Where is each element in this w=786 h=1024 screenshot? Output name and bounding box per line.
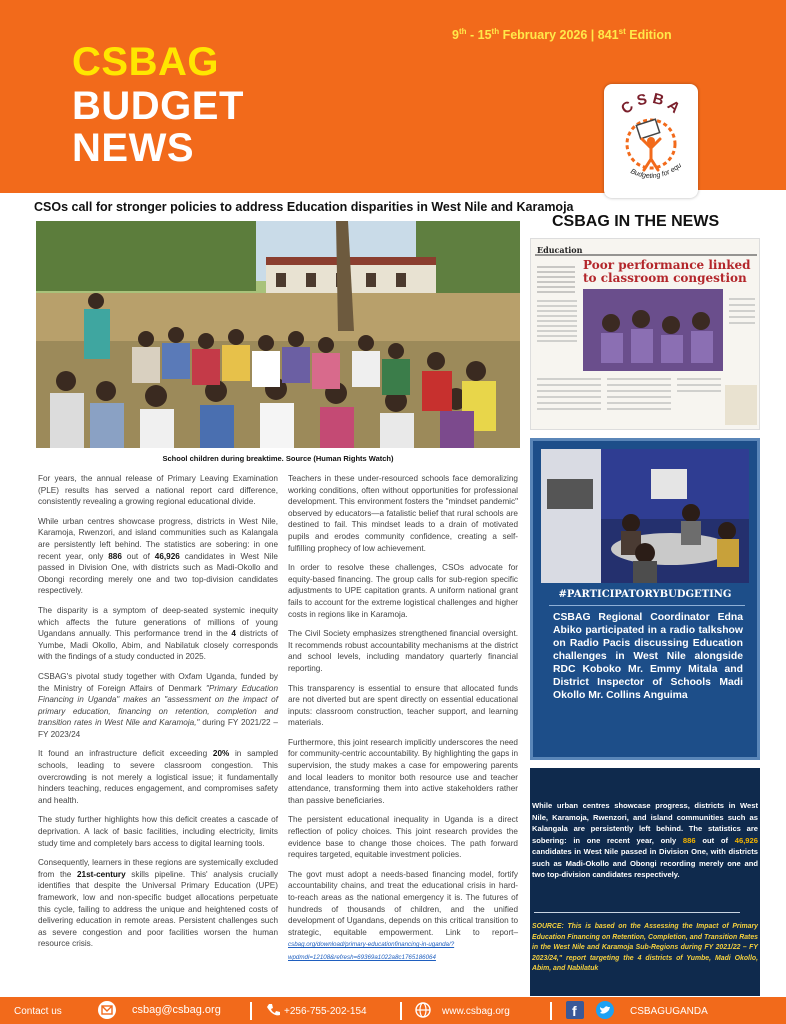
paragraph: Consequently, learners in these regions are systemically excluded from the 21st-century skills pipeline. This' analysis crucially identifies that despite the Universal Primary Education (UPE) framework, low and non-specific budget allocations perpetuate this cycle, failing to address the unique and heightened costs of delivering education in remote areas. Persistent challenges such as severe congestion and poor facilities worsen the human resource crisis.	[38, 858, 278, 949]
summary-box	[530, 768, 760, 996]
summary-text: While urban centres showcase progress, districts in West Nile, Karamoja, Rwenzori, and island communities such as Kalangala are persistently left behind. The statistics are sobering: in one recent year, only 886 out of 46,926 candidates in West Nile passed in Division One, with districts such as Madi-Okollo and Obongi recording merely one and two top-division candidates respectively.	[532, 801, 758, 879]
schoolchildren-photo	[36, 221, 520, 448]
title-budget: BUDGET	[72, 84, 244, 128]
title-csbag: CSBAG	[72, 40, 219, 84]
radio-talkshow-box	[530, 438, 760, 760]
paragraph: For years, the annual release of Primary Leaving Examination (PLE) results has served a national report card difference, consistently revealing a growing regional educational divide.	[38, 474, 278, 507]
email-icon	[98, 1001, 116, 1019]
csbag-logo	[604, 84, 698, 198]
facebook-icon[interactable]	[566, 1001, 584, 1019]
header-divider	[0, 190, 606, 193]
paragraph: The govt must adopt a needs-based financing model, fortify accountability chains, and treat the educational crisis in hard-to-reach areas as the national emergency it is. The futures of hundreds of thousands of children, and the unified development of Ugandans, depends on this critical transition to strategic, equitable empowerment. Link to report– csbag.org/download/primary-educationfinancing-in-uganda/?wpdmdl=12108&refresh=69369a1022a8c1765186064	[288, 869, 518, 961]
radio-talkshow-text: CSBAG Regional Coordinator Edna Abiko participated in a radio talkshow on Radio Pacis discussing Education challenges in West Nile alongside RDC Koboko Mr. Emmy Mitala and District Inspector of Schools Madi Okollo Mr. Collins Anguima	[553, 612, 743, 701]
edition-date: 9th - 15th February 2026 | 841st Edition	[452, 27, 672, 43]
report-link[interactable]: csbag.org/download/primary-educationfinancing-in-uganda/?wpdmdl=12108&refresh=69369a1022a8c1765186064	[288, 941, 455, 961]
twitter-icon[interactable]	[596, 1001, 614, 1019]
photo-caption: School children during breaktime. Source (Human Rights Watch)	[162, 454, 394, 463]
paragraph: Furthermore, this joint research implicitly underscores the need for community-centric accountability. By highlighting the gaps in supervision, the study makes a case for empowering parents and local leaders to monitor both resource use and teacher attendance, transforming them into active stakeholders rather than passive beneficiaries.	[288, 737, 518, 805]
paragraph: The disparity is a symptom of deep-seated systemic inequity which affects the future generations of millions of young Ugandans annually. This performance trend in the 4 districts of Yumbe, Madi Okollo, Abim, and Nabilatuk closely corresponds with the findings of a study conducted in 2025.	[38, 605, 278, 662]
website-link[interactable]: www.csbag.org	[442, 1006, 510, 1017]
source-note: SOURCE: This is based on the Assessing the Impact of Primary Education Financing on Retention, Completion, and Transition Rates in the West Nile and Karamoja Sub-Regions during FY 2021/22 – FY 2023/24," report targeting the 4 districts of Yumbe, Madi Okollo, Abim, and Nabilatuk	[532, 923, 758, 972]
newspaper-clipping	[530, 238, 760, 430]
globe-icon	[414, 1001, 432, 1019]
paragraph: It found an infrastructure deficit exceeding 20% in sampled schools, leading to severe classroom congestion. This overcrowding is not merely a logistical issue; it fundamentally hinders teaching, reduces engagement, and compromises safety and health.	[38, 749, 279, 805]
divider	[400, 1002, 402, 1020]
svg-text:f: f	[572, 1003, 577, 1019]
radio-studio-photo	[541, 449, 749, 583]
email-link[interactable]: csbag@csbag.org	[132, 1004, 221, 1016]
in-the-news-heading: CSBAG IN THE NEWS	[552, 213, 720, 230]
article-column-2	[288, 473, 518, 972]
footer	[0, 997, 786, 1024]
social-handle[interactable]: CSBAGUGANDA	[630, 1006, 708, 1017]
divider	[550, 1002, 552, 1020]
contact-label: Contact us	[14, 1006, 62, 1017]
paragraph: Teachers in these under-resourced schools face demoralizing working conditions, often without opportunities for professional development. This environment fosters the "mindset pandemic" observed by educators—a fatalistic belief that rural schools are destined to fail. This mindset leads to a drain of motivated pupils and erodes community confidence, creating a self-fulfilling prophecy of low achievement.	[288, 474, 518, 553]
paragraph: While urban centres showcase progress, districts in West Nile, Karamoja, Rwenzori, and island communities such as Kalangala are persistently left behind. The statistics are sobering: in one recent year, only 886 out of 46,926 candidates in West Nile passed in Division One, with districts such as Madi-Okollo and Obongi recording merely one and two top-division candidates respectively.	[38, 516, 278, 596]
divider	[250, 1002, 252, 1020]
paragraph: The Civil Society emphasizes strengthened financial oversight. It recommends robust accountability mechanisms at the district and school levels, including mandatory quarterly financial reporting.	[288, 629, 518, 673]
paragraph: The study further highlights how this deficit creates a cascade of deprivation. A lack of basic facilities, including electricity, limits study time and completely bars access to digital learning tools.	[38, 815, 278, 848]
clipping-headline: Poor performance linked to classroom congestion	[583, 258, 751, 285]
phone-icon	[264, 1001, 282, 1019]
paragraph: CSBAG's pivotal study together with Oxfam Uganda, funded by the Ministry of Foreign Affairs of Denmark "Primary Education Financing in Uganda" makes an "assessment on the impact of primary education, financing on retention, completion and transition rates in West Nile and Karamoja," during FY 2021/22 – FY 2023/24	[38, 671, 278, 739]
paragraph: This transparency is essential to ensure that allocated funds are not diverted but are spent directly on essential educational inputs: classroom construction, teacher support, and learning materials.	[288, 683, 518, 728]
clipping-section: Education	[537, 245, 583, 255]
phone-number[interactable]: +256-755-202-154	[284, 1006, 367, 1017]
svg-text:Budgeting for equity: Budgeting for equ	[629, 162, 683, 181]
hashtag: #PARTICIPATORYBUDGETING	[558, 589, 732, 600]
article-column-1	[38, 473, 278, 958]
title-news: NEWS	[72, 126, 194, 170]
paragraph: In order to resolve these challenges, CSOs advocate for equity-based financing. The group calls for sub-region specific adjustments to UPE capitation grants. A uniform national grant fails to account for the extreme logistical challenges and higher costs in regions like in Karamoja.	[288, 563, 518, 619]
svg-text:CSBAG: CSBA	[617, 90, 687, 120]
divider	[534, 912, 740, 913]
divider	[549, 605, 745, 606]
paragraph: The persistent educational inequality in Uganda is a direct reflection of policy choices. This joint research provides the evidence base to change those choices. The path forward requires targeted, equitable investment policies.	[288, 815, 518, 860]
article-headline: CSOs call for stronger policies to address Education disparities in West Nile and Karamoja	[34, 200, 574, 214]
